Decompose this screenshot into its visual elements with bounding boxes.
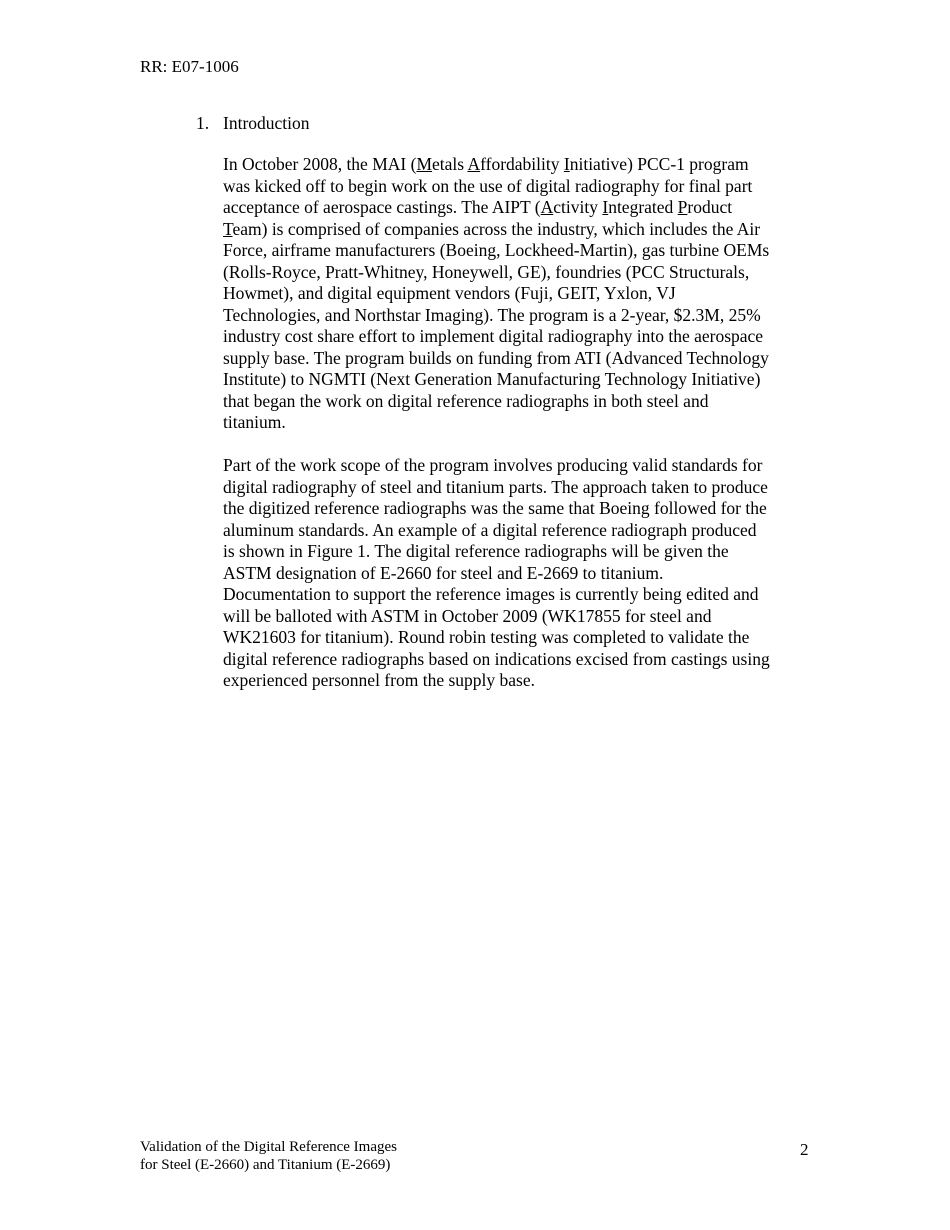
paragraph-line: Documentation to support the reference images is currently being edited and: [223, 584, 759, 604]
paragraph-line: Force, airframe manufacturers (Boeing, Lockheed-Martin), gas turbine OEMs: [223, 240, 770, 260]
text-run: roduct: [687, 197, 733, 217]
text-run: In October 2008, the MAI (: [223, 154, 417, 174]
text-run: acceptance of aerospace castings. The AIPT (: [223, 197, 541, 217]
paragraph-line: will be balloted with ASTM in October 2009 (WK17855 for steel and: [223, 605, 712, 626]
paragraph-line: [223, 197, 823, 219]
section-number: 1.: [196, 113, 210, 133]
section-heading: [196, 112, 310, 134]
paragraph-line: Institute) to NGMTI (Next Generation Manufacturing Technology Initiative): [223, 369, 761, 389]
introduction-paragraph-2: [223, 455, 823, 692]
paragraph-line: Howmet), and digital equipment vendors (Fuji, GEIT, Yxlon, VJ: [223, 283, 676, 303]
text-run: etals: [432, 154, 468, 174]
paragraph-line: industry cost share effort to implement digital radiography into the aerospace: [223, 326, 764, 346]
text-run: ffordability: [480, 154, 564, 174]
text-run: eam) is comprised of companies across the industry, which includes the Air: [232, 218, 761, 239]
underlined-initial: I: [563, 154, 570, 174]
paragraph-line: that began the work on digital reference radiographs in both steel and: [223, 390, 709, 411]
document-footer: [140, 1138, 397, 1174]
underlined-initial: I: [602, 197, 609, 217]
paragraph-line: the digitized reference radiographs was the same that Boeing followed for the: [223, 498, 767, 518]
paragraph-line: is shown in Figure 1. The digital reference radiographs will be given the: [223, 541, 729, 561]
text-run: nitiative) PCC-1 program: [569, 154, 749, 174]
paragraph-line: supply base. The program builds on funding from ATI (Advanced Technology: [223, 347, 769, 368]
footer-title-line-2: for Steel (E-2660) and Titanium (E-2669): [140, 1157, 391, 1173]
paragraph-line: was kicked off to begin work on the use of digital radiography for final part: [223, 175, 753, 196]
underlined-initial: A: [540, 197, 554, 217]
paragraph-line: Technologies, and Northstar Imaging). The program is a 2-year, $2.3M, 25%: [223, 304, 761, 325]
introduction-paragraph-1: [223, 154, 823, 434]
paragraph-line: titanium.: [223, 412, 286, 432]
page-number: 2: [800, 1140, 809, 1159]
paragraph-line: Part of the work scope of the program involves producing valid standards for: [223, 455, 763, 475]
paragraph-line: [223, 154, 823, 176]
text-run: ntegrated: [608, 197, 678, 217]
paragraph-line: aluminum standards. An example of a digital reference radiograph produced: [223, 519, 757, 540]
underlined-initial: T: [223, 218, 233, 239]
paragraph-line: WK21603 for titanium). Round robin testing was completed to validate the: [223, 627, 750, 647]
paragraph-line: experienced personnel from the supply base.: [223, 670, 535, 690]
paragraph-line: (Rolls-Royce, Pratt-Whitney, Honeywell, GE), foundries (PCC Structurals,: [223, 261, 750, 282]
paragraph-line: [223, 219, 823, 241]
document-reference-header: RR: E07-1006: [140, 57, 239, 76]
underlined-initial: P: [677, 197, 688, 217]
paragraph-line: digital radiography of steel and titanium parts. The approach taken to produce: [223, 476, 768, 497]
underlined-initial: M: [416, 154, 432, 174]
underlined-initial: A: [467, 154, 481, 174]
section-title: Introduction: [223, 113, 310, 133]
paragraph-line: ASTM designation of E-2660 for steel and E-2669 to titanium.: [223, 562, 664, 583]
text-run: ctivity: [553, 197, 603, 217]
footer-title-line-1: Validation of the Digital Reference Images: [140, 1139, 397, 1155]
paragraph-line: digital reference radiographs based on indications excised from castings using: [223, 648, 770, 669]
